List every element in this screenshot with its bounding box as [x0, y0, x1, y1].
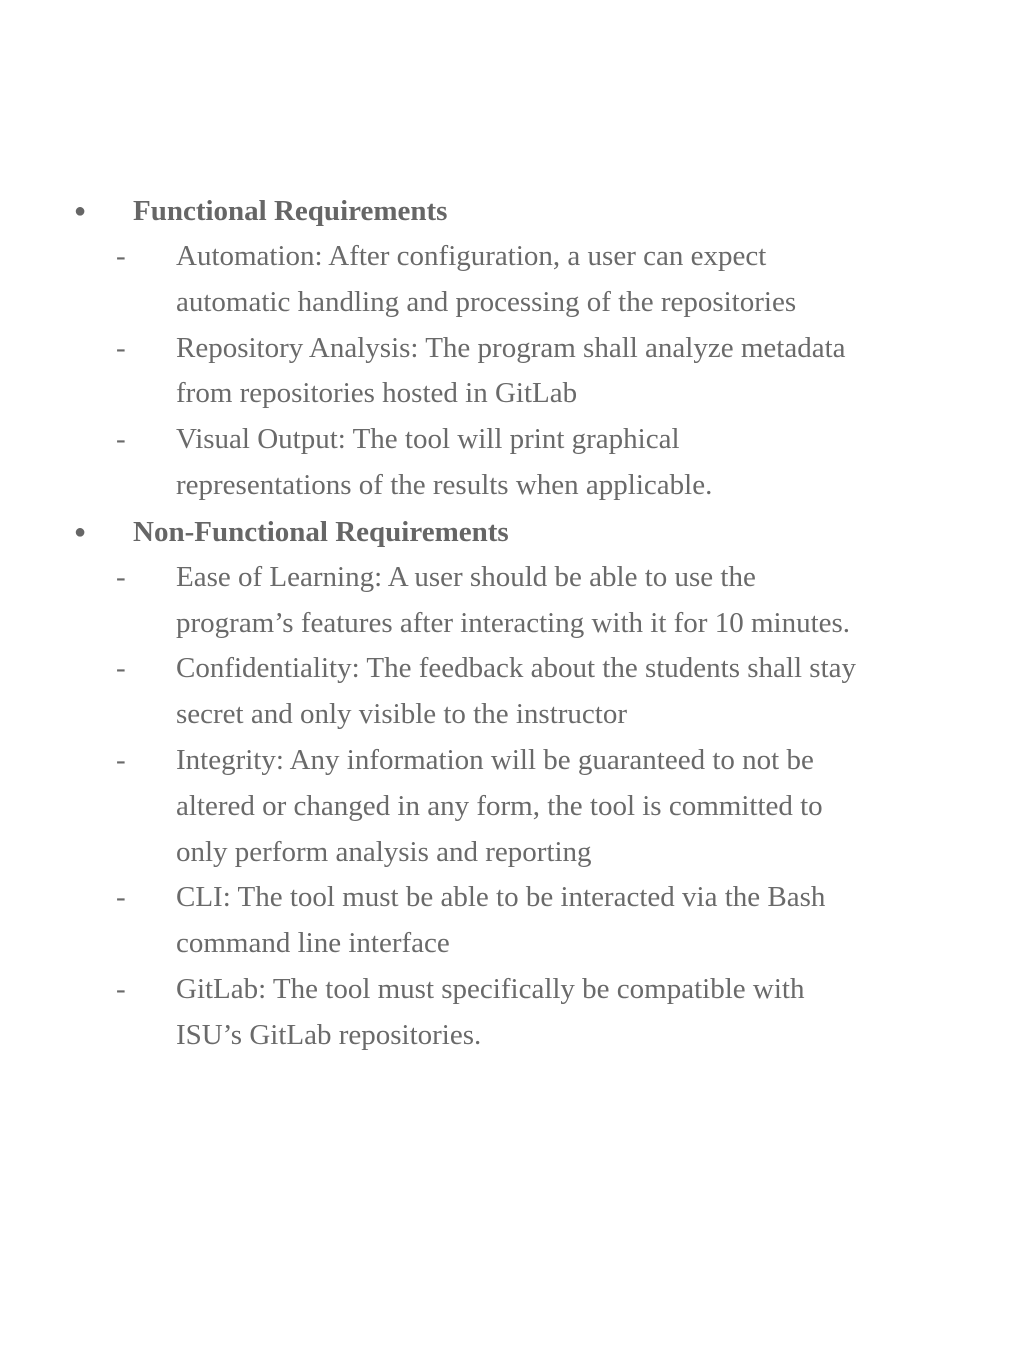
- section-title: Functional Requirements: [133, 195, 448, 227]
- section-header: [0, 509, 1024, 555]
- dash-marker: -: [116, 240, 126, 272]
- list-item-text: [176, 646, 976, 738]
- section-header: [0, 188, 1024, 234]
- list-item-text: [176, 738, 976, 875]
- list-item: [0, 646, 1024, 738]
- text-line: only perform analysis and reporting: [176, 835, 592, 868]
- text-line: CLI: The tool must be able to be interacted via the Bash: [176, 881, 826, 914]
- dash-marker: -: [116, 331, 126, 364]
- dash-marker: -: [116, 972, 126, 1005]
- non-functional-requirements-section: [0, 509, 1024, 1059]
- text-line: secret and only visible to the instructor: [176, 698, 628, 731]
- bullet-icon: ●: [74, 520, 87, 543]
- text-line: from repositories hosted in GitLab: [176, 377, 578, 410]
- text-line: automatic handling and processing of the repositories: [176, 285, 797, 318]
- list-item-text: [176, 967, 976, 1059]
- text-line: altered or changed in any form, the tool is committed to: [176, 789, 823, 822]
- list-item: [0, 967, 1024, 1059]
- list-item: [0, 738, 1024, 875]
- text-line: representations of the results when applicable.: [176, 468, 713, 501]
- list-item: [0, 417, 1024, 509]
- text-line: program’s features after interacting with it for 10 minutes.: [176, 606, 851, 639]
- list-item-text: [176, 326, 976, 418]
- dash-marker: -: [116, 652, 126, 685]
- text-line: ISU’s GitLab repositories.: [176, 1018, 482, 1051]
- list-item: [0, 555, 1024, 647]
- functional-requirements-section: [0, 188, 1024, 509]
- section-title: Non-Functional Requirements: [133, 515, 509, 548]
- list-item: [0, 875, 1024, 967]
- dash-marker: -: [116, 560, 126, 593]
- list-item-text: [176, 555, 976, 647]
- list-item-text: [176, 875, 976, 967]
- dash-marker: -: [116, 743, 126, 776]
- text-line: Visual Output: The tool will print graphical: [176, 423, 680, 456]
- list-item-text: [176, 417, 976, 509]
- text-line: Repository Analysis: The program shall analyze metadata: [176, 331, 846, 364]
- text-line: Ease of Learning: A user should be able to use the: [176, 560, 756, 593]
- requirements-document: [0, 188, 1024, 1059]
- text-line: Integrity: Any information will be guaranteed to not be: [176, 743, 814, 776]
- text-line: command line interface: [176, 927, 450, 960]
- text-line: Automation: After configuration, a user can expect: [176, 240, 767, 272]
- text-line: GitLab: The tool must specifically be compatible with: [176, 972, 805, 1005]
- dash-marker: -: [116, 881, 126, 914]
- list-item: [0, 234, 1024, 326]
- list-item: [0, 326, 1024, 418]
- bullet-icon: ●: [74, 200, 87, 222]
- list-item-text: [176, 234, 976, 326]
- dash-marker: -: [116, 423, 126, 456]
- text-line: Confidentiality: The feedback about the students shall stay: [176, 652, 856, 685]
